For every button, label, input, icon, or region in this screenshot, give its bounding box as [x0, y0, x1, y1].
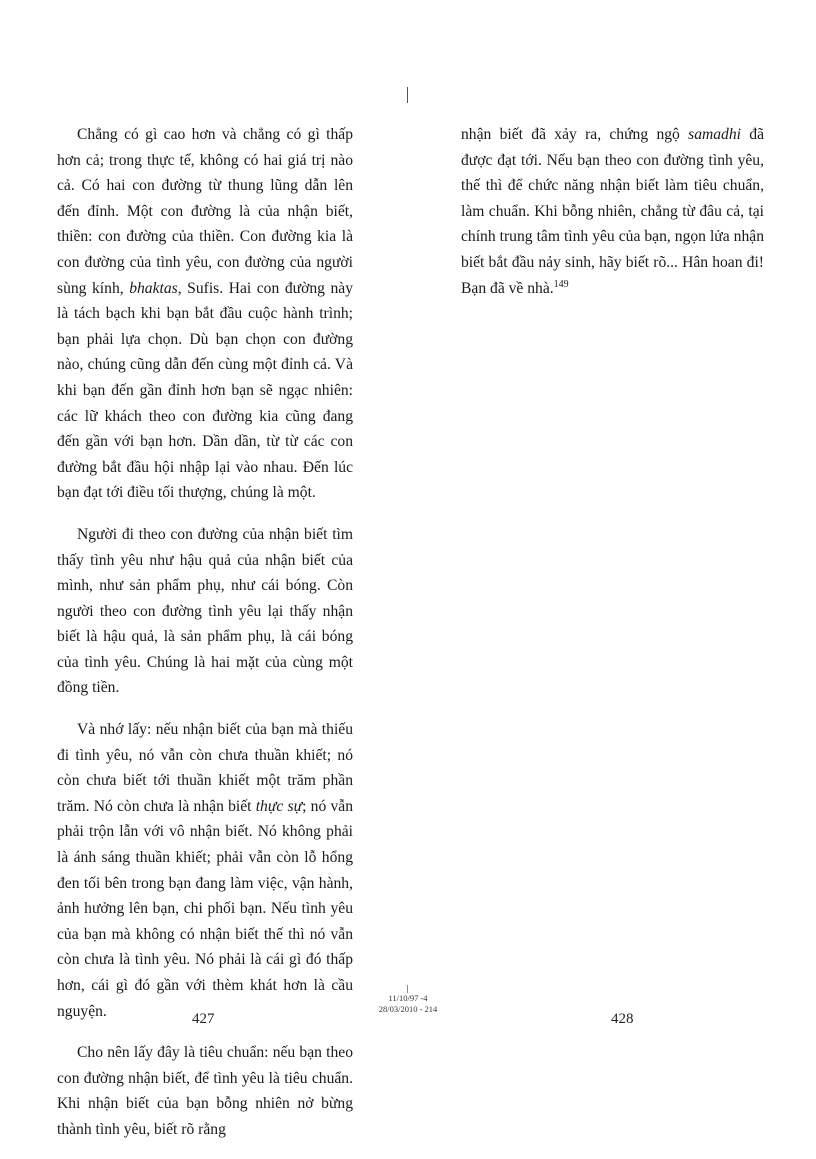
left-page-text [57, 122, 353, 1159]
print-footer [358, 993, 458, 1015]
paragraph: nhận biết đã xảy ra, chứng ngộ samadhi đã được đạt tới. Nếu bạn theo con đường tình yêu, thế thì để chức năng nhận biết làm tiêu chuẩn, làm chuẩn. Khi bỗng nhiên, chẳng từ đâu cả, tại chính trung tâm tình yêu của bạn, ngọn lửa nhận biết bắt đầu nảy sinh, hãy biết rõ... Hân hoan đi! Bạn đã về nhà.$^{149}$ [461, 126, 764, 297]
right-page-number: 428 [611, 1011, 634, 1027]
paragraph: Người đi theo con đường của nhận biết tìm thấy tình yêu như hậu quả của nhận biết của mình, như sản phẩm phụ, như cái bóng. Còn người theo con đường tình yêu lại thấy nhận biết là hậu quả, là sản phẩm phụ, là cái bóng của tình yêu. Chúng là hai mặt của cùng một đồng tiền. [57, 525, 353, 697]
footer-line-1: 11/10/97 -4 [388, 993, 428, 1003]
footnote-marker: 149 [553, 278, 569, 290]
footer-tick [407, 985, 408, 993]
paragraph: Chẳng có gì cao hơn và chẳng có gì thấp hơn cả; trong thực tế, không có hai giá trị nào cả. Có hai con đường từ thung lũng dẫn lên đến đỉnh. Một con đường là của nhận biết, thiền: con đường của thiền. Con đường kia là con đường của tình yêu, con đường của người sùng kính, bhaktas, Sufis. Hai con đường này là tách bạch khi bạn bắt đầu cuộc hành trình; bạn phải lựa chọn. Dù bạn chọn con đường nào, chúng cũng dẫn đến cùng một đỉnh cả. Và khi bạn đến gần đỉnh hơn bạn sẽ ngạc nhiên: các lữ khách theo con đường kia cũng đang đến gần với bạn hơn. Dần dần, từ từ các con đường bắt đầu hội nhập lại vào nhau. Đến lúc bạn đạt tới điều tối thượng, chúng là một. [57, 126, 353, 502]
left-page-number: 427 [192, 1011, 215, 1027]
right-page-text [461, 122, 764, 317]
paragraph: Cho nên lấy đây là tiêu chuẩn: nếu bạn theo con đường nhận biết, để tình yêu là tiêu chuẩn. Khi nhận biết của bạn bỗng nhiên nở bừng thành tình yêu, biết rõ rằng [57, 1044, 353, 1138]
gutter-mark [407, 87, 408, 103]
paragraph: Và nhớ lấy: nếu nhận biết của bạn mà thiếu đi tình yêu, nó vẫn còn chưa thuần khiết; nó còn chưa biết tới thuần khiết một trăm phần trăm. Nó còn chưa là nhận biết thực sự; nó vẫn phải trộn lẫn với vô nhận biết. Nó không phải là ánh sáng thuần khiết; phải vẫn còn lỗ hổng đen tối bên trong bạn đang làm việc, vận hành, ảnh hưởng lên bạn, chi phối bạn. Nếu tình yêu của bạn mà không có nhận biết thế thì nó vẫn còn chưa là tình yêu. Nó phải là cái gì đó thấp hơn, cái gì đó gần với thèm khát hơn là cầu nguyện. [57, 721, 353, 1020]
footer-line-2: 28/03/2010 - 214 [378, 1004, 438, 1014]
